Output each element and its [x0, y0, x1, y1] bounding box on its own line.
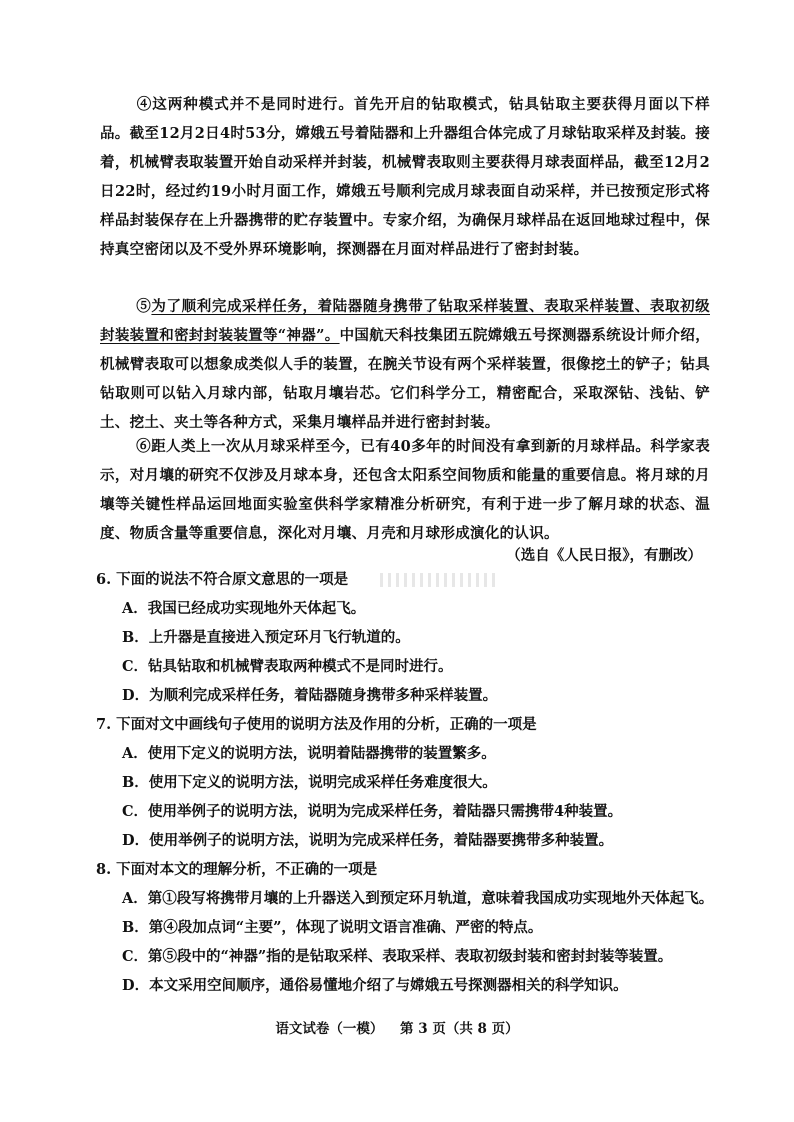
question-8-option-a: A．第①段写将携带月壤的上升器送入到预定环月轨道，意味着我国成功实现地外天体起飞。	[122, 890, 714, 907]
paragraph-5-number: ⑤	[136, 298, 152, 315]
question-7-option-b: B．使用下定义的说明方法，说明完成采样任务难度很大。	[122, 774, 497, 791]
scan-smudge	[380, 573, 500, 587]
page-footer	[0, 1017, 794, 1037]
page-number: 第 3 页（共 8 页）	[400, 1021, 519, 1037]
question-7-stem: 7. 下面对文中画线句子使用的说明方法及作用的分析，正确的一项是	[96, 716, 537, 733]
paragraph-4-text: ④这两种模式并不是同时进行。首先开启的钻取模式，钻具钻取主要获得月面以下样品。截至12月2日4时53分，嫦娥五号着陆器和上升器组合体完成了月球钻取采样及封装。接着，机械臂表取装置开始自动采样并封装，机械臂表取则主要获得月球表面样品，截至12月2日22时，经过约19小时月面工作，嫦娥五号顺利完成月球表面自动采样，并已按预定形式将样品封装保存在上升器携带的贮存装置中。专家介绍，为确保月球样品在返回地球过程中，保持真空密闭以及不受外界环境影响，探测器在月面对样品进行了密封封装。	[100, 96, 710, 258]
question-7-option-a: A．使用下定义的说明方法，说明着陆器携带的装置繁多。	[122, 745, 496, 762]
paragraph-6	[100, 432, 710, 548]
exam-name: 语文试卷（一模）	[275, 1021, 384, 1037]
paragraph-5-text: 中国航天科技集团五院嫦娥五号探测器系统设计师介绍，机械臂表取可以想象成类似人手的装置，在腕关节设有两个采样装置，很像挖土的铲子；钻具钻取则可以钻入月球内部，钻取月壤岩芯。它们科学分工，精密配合，采取深钻、浅钻、铲土、挖土、夹土等各种方式，采集月壤样品并进行密封封装。	[100, 327, 710, 431]
article-source: （选自《人民日报》，有删改）	[506, 547, 702, 564]
question-8-option-d: D．本文采用空间顺序，通俗易懂地介绍了与嫦娥五号探测器相关的科学知识。	[122, 977, 628, 994]
paragraph-5	[100, 292, 710, 437]
question-8-option-c: C．第⑤段中的“神器”指的是钻取采样、表取采样、表取初级封装和密封封装等装置。	[122, 948, 673, 965]
question-6-stem: 6. 下面的说法不符合原文意思的一项是	[96, 571, 349, 588]
question-6-option-d: D．为顺利完成采样任务，着陆器随身携带多种采样装置。	[122, 687, 498, 704]
underlined-sentence: 为了顺利完成采样任务，着陆器随身携带了钻取采样装置、表取采样装置、表取初级封装装置和密封封装装置等“神器”。	[100, 298, 710, 344]
question-6-option-a: A．我国已经成功实现地外天体起飞。	[122, 600, 366, 617]
question-8-option-b: B．第④段加点词“主要”，体现了说明文语言准确、严密的特点。	[122, 919, 543, 936]
question-6-option-b: B．上升器是直接进入预定环月飞行轨道的。	[122, 629, 410, 646]
question-7-option-c: C．使用举例子的说明方法，说明为完成采样任务，着陆器只需携带4种装置。	[122, 803, 623, 820]
question-6-option-c: C．钻具钻取和机械臂表取两种模式不是同时进行。	[122, 658, 453, 675]
paragraph-4	[100, 90, 710, 264]
question-7-option-d: D．使用举例子的说明方法，说明为完成采样任务，着陆器要携带多种装置。	[122, 832, 614, 849]
question-8-stem: 8. 下面对本文的理解分析，不正确的一项是	[96, 861, 378, 878]
paragraph-6-text: ⑥距人类上一次从月球采样至今，已有40多年的时间没有拿到新的月球样品。科学家表示，对月壤的研究不仅涉及月球本身，还包含太阳系空间物质和能量的重要信息。将月球的月壤等关键性样品运回地面实验室供科学家精准分析研究，有利于进一步了解月球的状态、温度、物质含量等重要信息，深化对月壤、月壳和月球形成演化的认识。	[100, 438, 710, 542]
